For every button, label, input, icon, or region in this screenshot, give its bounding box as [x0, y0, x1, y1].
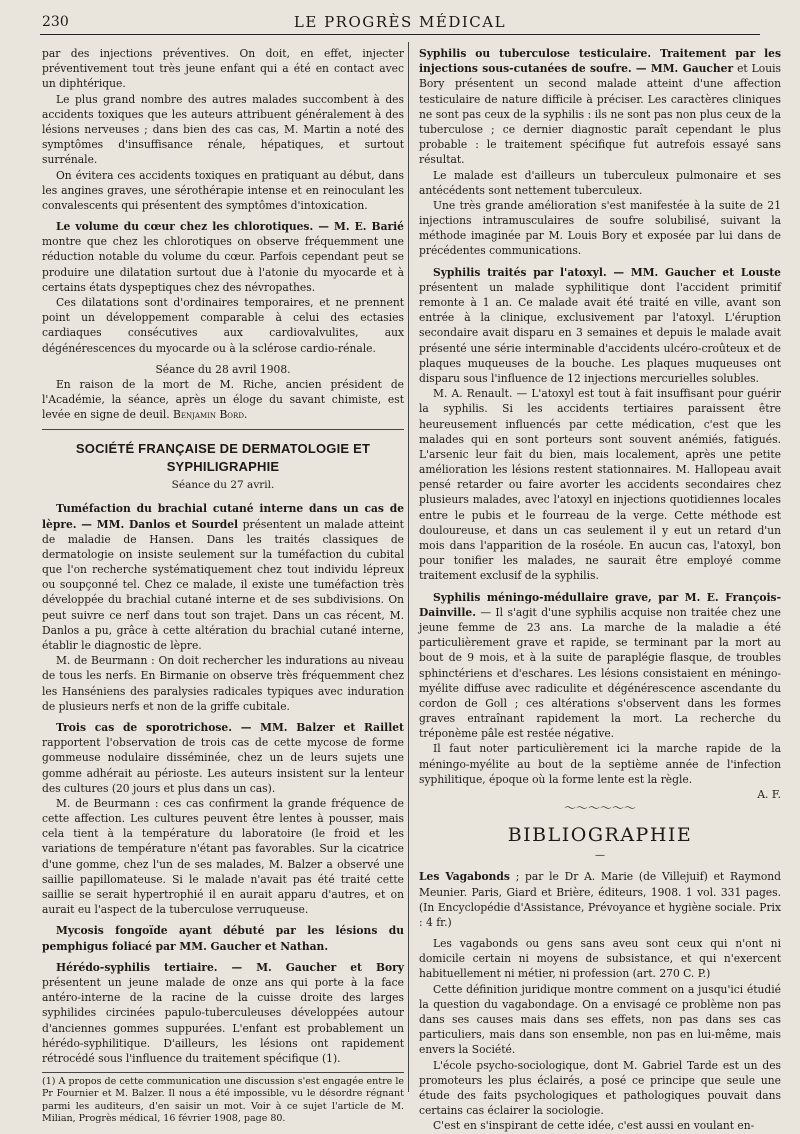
right-column [419, 46, 781, 1134]
paragraph: M. de Beurmann : ces cas confirment la grande fréquence de cette affection. Les cultures peuvent être lentes à pousser, mais cela tient à la température du laboratoire (le froid et les variations de température n'étant pas favorables. Sur la cicatrice d'une gomme, chez l'un de ses malades, M. Balzer a observé une saillie papillomateuse. Si le malade n'avait pas été traité cette saillie se serait hypertrophié il en aurait apparu d'autres, et on aurait eu l'aspect de la tuberculose verruqueuse. [42, 796, 404, 917]
paragraph: Les vagabonds ou gens sans aveu sont ceux qui n'ont ni domicile certain ni moyens de subsistance, et qui n'exercent habituellement ni métier, ni profession (art. 270 C. P.) [419, 937, 781, 981]
paragraph-body: montre que chez les chlorotiques on observe fréquemment une réduction notable du volume du cœur. Parfois cependant peut se produire une dilatation surtout due à l'atonie du myocarde et à certains états dyspeptiques chez des névropathes. [42, 235, 404, 294]
article-heading: Trois cas de sporotrichose. — MM. Balzer et Raillet [56, 720, 404, 734]
paragraph-body: rapportent l'observation de trois cas de cette mycose de forme gommeuse nodulaire disséminée, chez un de leurs sujets une gomme adhérait au périoste. Les auteurs insistent sur la lenteur des cultures (20 jours et plus dans un cas). [42, 736, 404, 795]
paragraph [42, 377, 404, 423]
session-date: Séance du 28 avril 1908. [155, 362, 291, 376]
paragraph: Ces dilatations sont d'ordinaires temporaires, et ne prennent point un développement comparable à celui des ectasies cardiaques consécutives aux cardiovalvulites, aux dégénérescences du myocarde ou à la sclérose cardio-rénale. [42, 296, 404, 355]
ornament-divider-icon: 〜〜〜〜〜〜 [563, 801, 636, 816]
article-heading: Le volume du cœur chez les chlorotiques. — M. E. Barié [56, 220, 404, 234]
paragraph [42, 923, 404, 953]
session-date: Séance du 27 avril. [171, 479, 275, 492]
paragraph-body: et Louis Bory présentent un second malade atteint d'une affection testiculaire de nature difficile à préciser. Les caractères cliniques ne sont pas ceux de la syphilis : ils ne sont pas non plus ceux de la tuberculose ; ce dernier diagnostic paraît cependant le plus probable : le traitement spécifique fut autrefois essayé sans résultat. [419, 62, 781, 167]
column-divider [408, 42, 409, 1092]
signature: Benjamin Bord. [173, 408, 248, 422]
left-column [42, 46, 404, 1125]
section-heading: SOCIÉTÉ FRANÇAISE DE DERMATOLOGIE ET SYPHILIGRAPHIE [75, 440, 371, 474]
paragraph: C'est en s'inspirant de cette idée, c'est aussi en voulant en- [433, 1119, 755, 1133]
paragraph: L'école psycho-sociologique, dont M. Gabriel Tarde est un des promoteurs les plus éclairés, a posé ce principe que seule une étude des faits psychologiques et pathologiques pouvait dans certains cas éclairer la sociologie. [419, 1058, 781, 1118]
article-heading: Syphilis traités par l'atoxyl. — MM. Gaucher et Louste [433, 265, 781, 279]
paragraph-body: En raison de la mort de M. Riche, ancien président de l'Académie, la séance, après un éloge du savant chimiste, est levée en signe de deuil. [42, 377, 404, 422]
section-heading: BIBLIOGRAPHIE [507, 824, 693, 847]
signature: A. F. [757, 788, 781, 801]
footnote: (1) A propos de cette communication une discussion s'est engagée entre le Pr Fournier et M. Balzer. Il nous a été impossible, vu le désordre régnant parmi les auditeurs, d'en saisir un mot. Voir à ce sujet l'article de M. Milian, Progrès médical, 16 février 1908, page 80. [42, 1072, 404, 1125]
paragraph [42, 219, 404, 295]
article-heading: Syphilis ou tuberculose testiculaire. Traitement par les injections sous-cutanées de soufre. — MM. Gaucher [419, 47, 781, 76]
paragraph-body: présentent un jeune malade de onze ans qui porte à la face antéro-interne de la racine de la cuisse droite des larges syphilides circinées papulo-tuberculeuses développées autour d'anciennes gommes suppurées. L'enfant est probablement un hérédo-syphilitique. D'ailleurs, les lésions ont rapidement rétrocédé sous l'influence du traitement spécifique (1). [42, 975, 404, 1065]
paragraph-body: présentent un malade atteint de maladie de Hansen. Dans les traités classiques de dermatologie on insiste seulement sur la tuméfaction du cubital que l'on recherche systématiquement chez tout individu lépreux ou soupçonné tel. Chez ce malade, il existe une tuméfaction très développée du brachial cutané interne et de ses subdivisions. On peut suivre ce nerf dans tout son trajet. Dans un cas récent, M. Danlos a pu, grâce à cette altération du brachial cutané interne, établir le diagnostic de lèpre. [42, 517, 404, 652]
page-number: 230 [42, 14, 69, 30]
paragraph: Cette définition juridique montre comment on a jusqu'ici étudié la question du vagabondage. On a envisagé ce problème non pas dans ses causes mais dans ses effets, non pas dans ses cas particuliers, mais dans son ensemble, non pas en lui-même, mais envers la Société. [419, 982, 781, 1057]
article-heading: Syphilis méningo-médullaire grave, par M. E. François-Dainville. [419, 590, 781, 619]
article-heading: Tuméfaction du brachial cutané interne dans un cas de lèpre. — MM. Danlos et Sourdel [42, 502, 404, 531]
paragraph-body: ; par le Dr A. Marie (de Villejuif) et Raymond Meunier. Paris, Giard et Brière, éditeurs, 1908. 1 vol. 331 pages. (In Encyclopédie d'Assistance, Prévoyance et hygiène sociale. Prix : 4 fr.) [419, 870, 781, 929]
paragraph: M. de Beurmann : On doit rechercher les indurations au niveau de tous les nerfs. En Birmanie on observe très fréquemment chez les Hanséniens des paralysies radicales typiques avec induration de plusieurs nerfs et non de la griffe cubitale. [42, 654, 404, 713]
journal-title: LE PROGRÈS MÉDICAL [293, 13, 507, 31]
paragraph: Il faut noter particulièrement ici la marche rapide de la méningo-myélite au bout de la septième année de l'infection syphilitique, époque où la forme lente est la règle. [419, 742, 781, 786]
article-heading: Hérédo-syphilis tertiaire. — M. Gaucher et Bory [56, 960, 404, 974]
paragraph-body: — Il s'agit d'une syphilis acquise non traitée chez une jeune femme de 23 ans. La marche de la maladie a été particulièrement grave et rapide, se terminant par la mort au bout de 9 mois, et à la suite de paraplégie flasque, de troubles sphinctériens et d'eschares. Les lésions consistaient en méningo-myélite diffuse avec radiculite et dégénérescence ascendante du cordon de Goll ; ces altérations s'observent dans les formes graves entraînant rapidement la mort. La recherche du tréponème pâle est restée négative. [419, 605, 781, 741]
paragraph: Une très grande amélioration s'est manifestée à la suite de 21 injections intramusculaires de soufre solubilisé, suivant la méthode imaginée par M. Louis Bory et exposée par lui dans de précédentes communications. [419, 198, 781, 258]
ornament-dash-icon: — [595, 850, 605, 862]
book-title: Les Vagabonds [419, 870, 510, 884]
paragraph [419, 265, 781, 387]
paragraph [42, 960, 404, 1066]
paragraph [419, 590, 781, 742]
paragraph [419, 869, 781, 930]
paragraph [419, 46, 781, 168]
section-rule [42, 429, 404, 430]
paragraph: On évitera ces accidents toxiques en pratiquant au début, dans les angines graves, une sérothérapie intense et en reinoculant les convalescents qui présentent des symptômes d'intoxication. [42, 168, 404, 212]
paragraph: M. A. Renault. — L'atoxyl est tout à fait insuffisant pour guérir la syphilis. Si les accidents tertiaires paraissent être heureusement influencés par cette médication, c'est que les malades qui en sont porteurs sont souvent anémiés, fatigués. L'arsenic leur fait du bien, mais localement, après une petite amélioration les lésions restent stationnaires. M. Hallopeau avait pensé retarder ou faire avorter les accidents secondaires chez plusieurs malades, avec l'atoxyl en injections quotidiennes locales entre le pubis et le fourreau de la verge. Cette méthode est douloureuse, et dans un cas seulement il y eut un retard d'un mois dans l'apparition de la roséole. En aucun cas, l'atoxyl, bon pour tonifier les malades, ne saurait être employé comme traitement exclusif de la syphilis. [419, 387, 781, 583]
paragraph-body: présentent un malade syphilitique dont l'accident primitif remonte à 1 an. Ce malade avait été traité en ville, avant son entrée à la clinique, exclusivement par l'atoxyl. L'éruption secondaire avait disparu en 3 semaines et depuis le malade avait présenté une série interminable d'accidents ulcéro-croûteux et de plaques muqueuses de la bouche. Les plaques muqueuses ont disparu sous l'influence de 12 injections mercurielles solubles. [419, 280, 781, 385]
running-header [40, 10, 760, 35]
article-heading: Mycosis fongoïde ayant débuté par les lésions du pemphigus foliacé par MM. Gaucher et Nathan. [42, 924, 404, 953]
paragraph: Le plus grand nombre des autres malades succombent à des accidents toxiques que les auteurs attribuent généralement à des lésions nerveuses ; dans bien des cas cas, M. Martin a noté des symptômes d'insuffisance rénale, hépatiques, et surtout surrénale. [42, 92, 404, 167]
paragraph: par des injections préventives. On doit, en effet, injecter préventivement tout très jeune enfant qui a été en contact avec un diphtérique. [42, 47, 404, 91]
paragraph: Le malade est d'ailleurs un tuberculeux pulmonaire et ses antécédents sont nettement tuberculeux. [419, 168, 781, 197]
paragraph [42, 501, 404, 653]
paragraph [42, 720, 404, 796]
